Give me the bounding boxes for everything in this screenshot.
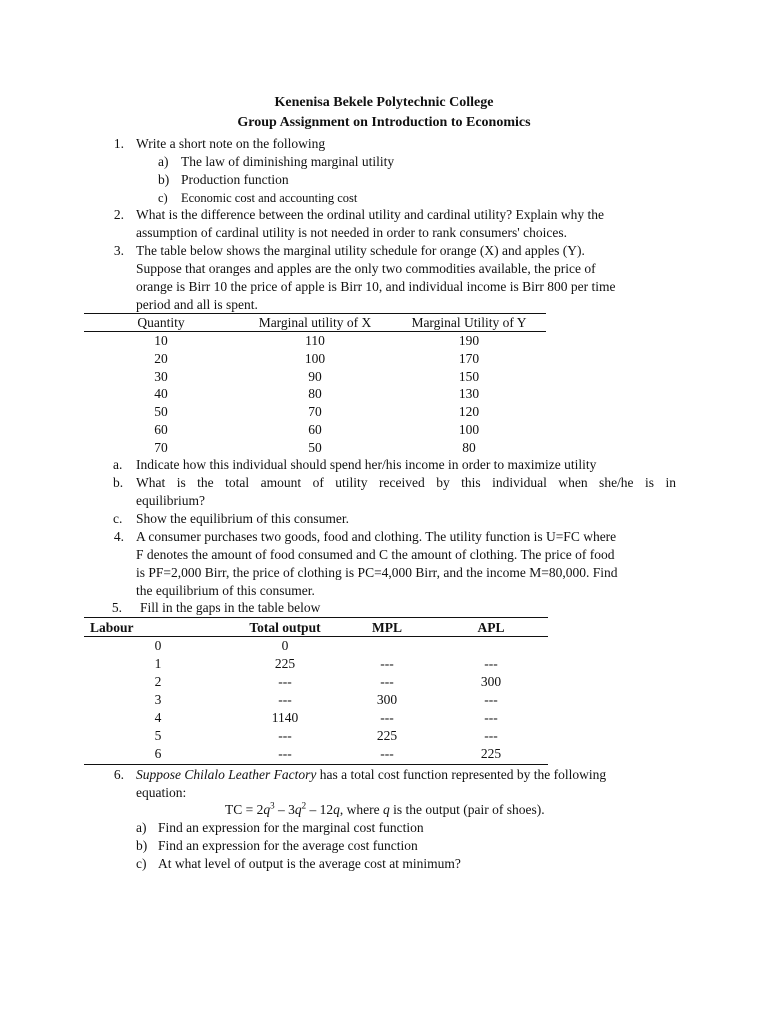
q4-line-4: the equilibrium of this consumer. [136, 583, 315, 598]
q6-number: 6. [113, 767, 124, 782]
prod-cell-apl: 225 [480, 746, 502, 761]
prod-header-apl: APL [477, 620, 505, 635]
prod-cell-apl: --- [484, 710, 498, 725]
prod-cell-total-output: 0 [281, 638, 289, 653]
q3c-text: Show the equilibrium of this consumer. [136, 511, 349, 526]
prod-cell-mpl: 225 [376, 728, 398, 743]
prod-header-mpl: MPL [372, 620, 402, 635]
q2-line-2: assumption of cardinal utility is not needed in order to rank consumers' choices. [136, 225, 567, 240]
q3b-line-2: equilibrium? [136, 493, 205, 508]
mu-cell-quantity: 20 [154, 350, 168, 366]
prod-header-labour: Labour [90, 620, 134, 635]
mu-cell-y: 80 [462, 439, 476, 455]
mu-header-y: Marginal Utility of Y [411, 315, 527, 330]
prod-cell-labour: 6 [154, 746, 162, 761]
prod-cell-labour: 5 [154, 728, 162, 743]
q6c-text: At what level of output is the average cost at minimum? [158, 856, 461, 871]
q3-line-3: orange is Birr 10 the price of apple is Birr 10, and individual income is Birr 800 per time [136, 279, 616, 294]
q6c-marker: c) [136, 856, 147, 871]
eq-var-q: q [294, 802, 302, 817]
q6a-text: Find an expression for the marginal cost function [158, 820, 424, 835]
prod-cell-labour: 1 [154, 656, 162, 671]
mu-header-x: Marginal utility of X [258, 315, 372, 330]
q3-line-2: Suppose that oranges and apples are the only two commodities available, the price of [136, 261, 596, 276]
q1-number: 1. [113, 136, 124, 151]
assignment-title: Group Assignment on Introduction to Economics [237, 115, 531, 130]
eq-var-q: q [263, 802, 271, 817]
q6-line-1 [136, 766, 606, 784]
q6-equation [225, 801, 545, 819]
eq-var-q: q [333, 802, 340, 817]
q1-text: Write a short note on the following [136, 136, 326, 151]
prod-cell-apl: --- [484, 656, 498, 671]
eq-part-2: – 3 [274, 802, 295, 817]
mu-cell-y: 170 [458, 350, 480, 366]
mu-cell-quantity: 50 [154, 404, 168, 420]
mu-cell-y: 190 [458, 333, 480, 348]
prod-cell-labour: 0 [154, 638, 162, 653]
eq-part-5: is the output (pair of shoes). [389, 802, 545, 817]
q3a-text: Indicate how this individual should spend her/his income in order to maximize utility [136, 457, 597, 472]
q6b-text: Find an expression for the average cost function [158, 838, 418, 853]
prod-cell-mpl: 300 [376, 692, 398, 707]
prod-cell-total-output: 225 [274, 656, 296, 671]
mu-cell-x: 80 [308, 386, 322, 402]
prod-cell-total-output: --- [278, 674, 292, 689]
prod-cell-labour: 4 [154, 710, 162, 725]
mu-cell-x: 110 [305, 333, 325, 348]
mu-cell-y: 100 [458, 422, 480, 437]
eq-exp-3: 3 [270, 800, 275, 811]
prod-table-bottom-rule [84, 764, 548, 765]
q1-item-b-marker: b) [158, 172, 170, 187]
mu-cell-quantity: 30 [154, 368, 168, 384]
mu-cell-quantity: 10 [154, 333, 168, 348]
mu-cell-x: 90 [308, 368, 322, 384]
prod-cell-mpl: --- [380, 656, 394, 671]
q6b-marker: b) [136, 838, 148, 853]
mu-cell-y: 150 [458, 368, 480, 384]
prod-cell-labour: 2 [154, 674, 162, 689]
prod-cell-mpl: --- [380, 674, 394, 689]
mu-cell-quantity: 40 [154, 386, 168, 402]
prod-cell-mpl: --- [380, 746, 394, 761]
eq-part-4: , where [339, 802, 383, 817]
prod-cell-total-output: --- [278, 746, 292, 761]
prod-cell-apl: --- [484, 692, 498, 707]
mu-cell-quantity: 70 [154, 439, 168, 455]
mu-cell-quantity: 60 [154, 422, 168, 437]
q4-line-2: F denotes the amount of food consumed and C the amount of clothing. The price of food [136, 547, 615, 562]
q1-item-b: Production function [181, 172, 289, 187]
eq-part-3: – 12 [306, 802, 334, 817]
college-name: Kenenisa Bekele Polytechnic College [274, 95, 494, 110]
q3-number: 3. [113, 243, 124, 258]
q3a-marker: a. [113, 457, 123, 472]
q1-item-c-marker: c) [158, 191, 168, 205]
prod-cell-total-output: 1140 [271, 710, 299, 725]
q6a-marker: a) [136, 820, 147, 835]
prod-cell-apl: 300 [480, 674, 502, 689]
mu-header-quantity: Quantity [137, 315, 185, 330]
q6-line-2: equation: [136, 785, 187, 800]
eq-var-q: q [382, 802, 390, 817]
q5-number: 5. [111, 600, 122, 615]
mu-cell-x: 70 [308, 404, 322, 420]
q3-line-4: period and all is spent. [136, 297, 258, 312]
mu-cell-x: 50 [308, 439, 322, 455]
mu-cell-y: 120 [458, 404, 480, 420]
mu-cell-y: 130 [458, 386, 480, 402]
q3b-marker: b. [113, 475, 124, 490]
q1-item-a-marker: a) [158, 154, 169, 169]
prod-cell-total-output: --- [278, 728, 292, 743]
q2-line-1: What is the difference between the ordinal utility and cardinal utility? Explain why the [136, 207, 604, 222]
q6-company-name: Suppose Chilalo Leather Factory [136, 767, 317, 782]
prod-table-top-rule [84, 617, 548, 618]
q1-item-a: The law of diminishing marginal utility [181, 154, 395, 169]
q4-line-3: is PF=2,000 Birr, the price of clothing is PC=4,000 Birr, and the income M=80,000. Find [136, 565, 618, 580]
q1-item-c: Economic cost and accounting cost [181, 191, 358, 205]
q3c-marker: c. [113, 511, 123, 526]
eq-part-1: TC = 2 [225, 802, 264, 817]
prod-cell-apl: --- [484, 728, 498, 743]
q4-number: 4. [113, 529, 124, 544]
q2-number: 2. [113, 207, 124, 222]
q3b-line-1: What is the total amount of utility received by this individual when she/he is in [136, 475, 676, 490]
q4-line-1: A consumer purchases two goods, food and clothing. The utility function is U=FC where [136, 529, 617, 544]
q5-text: Fill in the gaps in the table below [140, 600, 321, 615]
prod-cell-mpl: --- [380, 710, 394, 725]
prod-cell-labour: 3 [154, 692, 162, 707]
prod-header-total-output: Total output [249, 620, 321, 635]
q6-line-1-rest: has a total cost function represented by the following [316, 767, 607, 782]
mu-cell-x: 60 [308, 422, 322, 437]
prod-cell-total-output: --- [278, 692, 292, 707]
eq-exp-2: 2 [301, 800, 307, 811]
mu-cell-x: 100 [304, 350, 326, 366]
q3-line-1: The table below shows the marginal utility schedule for orange (X) and apples (Y). [136, 243, 585, 258]
